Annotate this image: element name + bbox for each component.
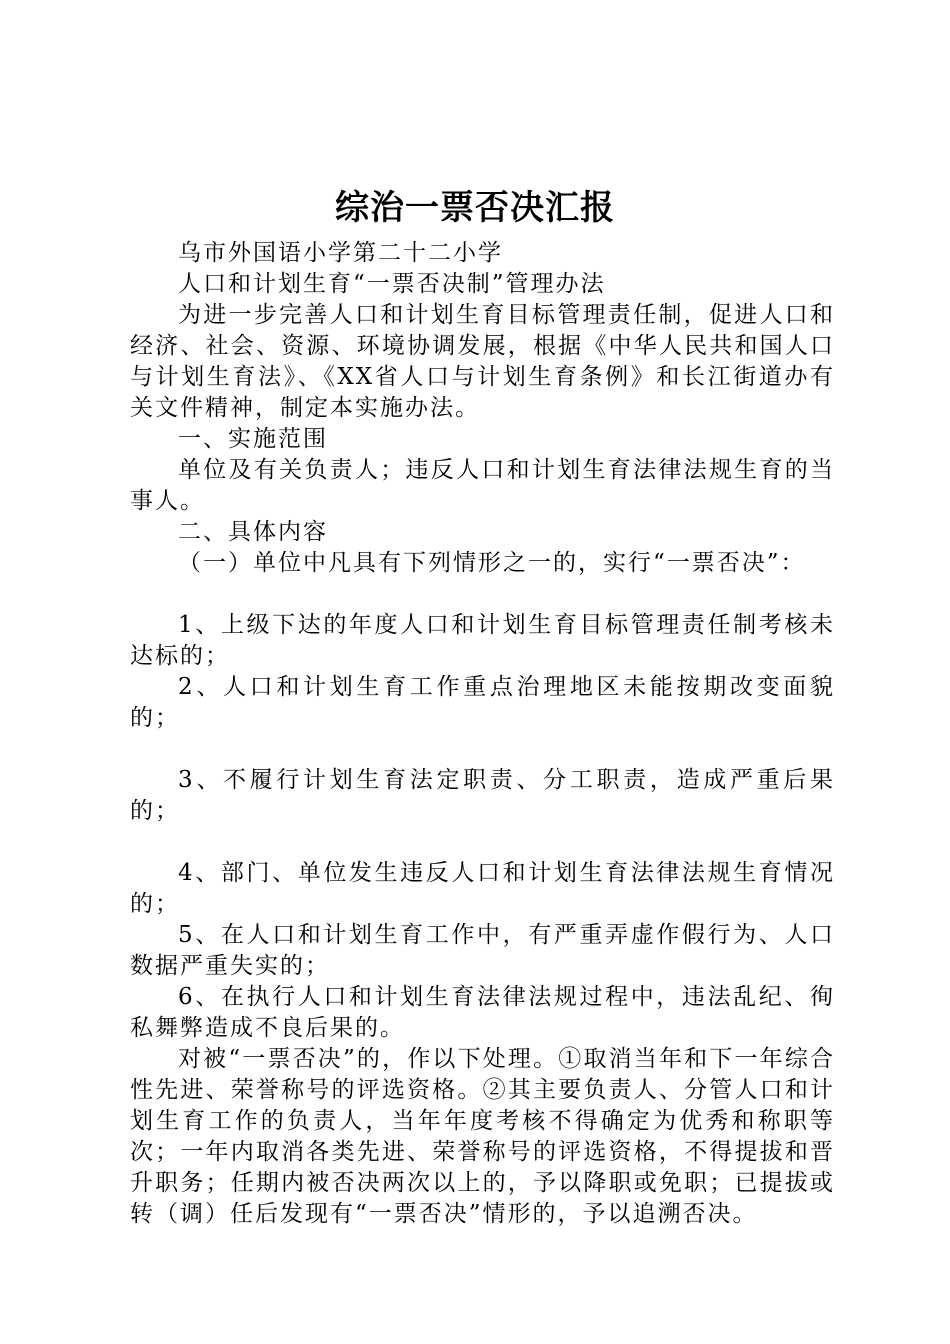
- school-name: 乌市外国语小学第二十二小学: [178, 240, 503, 266]
- document-body: [130, 238, 835, 1230]
- penalty-paragraph: 对被“一票否决”的，作以下处理。①取消当年和下一年综合性先进、荣誉称号的评选资格。②其主要负责人、分管人口和计划生育工作的负责人，当年年度考核不得确定为优秀和称职等次；一年内取消各类先进、荣誉称号的评选资格，不得提拔和晋升职务；任期内被否决两次以上的，予以降职或免职；已提拔或转（调）任后发现有“一票否决”情形的，予以追溯否决。: [130, 1046, 835, 1227]
- measure-title: 人口和计划生育“一票否决制”管理办法: [178, 271, 606, 297]
- list-item-1: 1、上级下达的年度人口和计划生育目标管理责任制考核未达标的；: [130, 612, 835, 669]
- list-item-3: 3、不履行计划生育法定职责、分工职责，造成严重后果的；: [130, 767, 835, 824]
- subsection-heading: （一）单位中凡具有下列情形之一的，实行“一票否决”：: [178, 550, 806, 576]
- section-heading-content: 二、具体内容: [178, 519, 328, 545]
- section-heading-scope: 一、实施范围: [178, 426, 328, 452]
- list-item-4: 4、部门、单位发生违反人口和计划生育法律法规生育情况的；: [130, 860, 835, 917]
- document-title: 综治一票否决汇报: [335, 188, 615, 228]
- list-item-5: 5、在人口和计划生育工作中，有严重弄虚作假行为、人口数据严重失实的；: [130, 922, 835, 979]
- list-item-6: 6、在执行人口和计划生育法律法规过程中，违法乱纪、徇私舞弊造成不良后果的。: [130, 984, 835, 1041]
- list-item-2: 2、人口和计划生育工作重点治理地区未能按期改变面貌的；: [130, 674, 835, 731]
- scope-paragraph: 单位及有关负责人；违反人口和计划生育法律法规生育的当事人。: [130, 457, 835, 514]
- intro-paragraph: 为进一步完善人口和计划生育目标管理责任制，促进人口和经济、社会、资源、环境协调发展，根据《中华人民共和国人口与计划生育法》、《XX省人口与计划生育条例》和长江街道办有关文件精神，制定本实施办法。: [130, 302, 835, 421]
